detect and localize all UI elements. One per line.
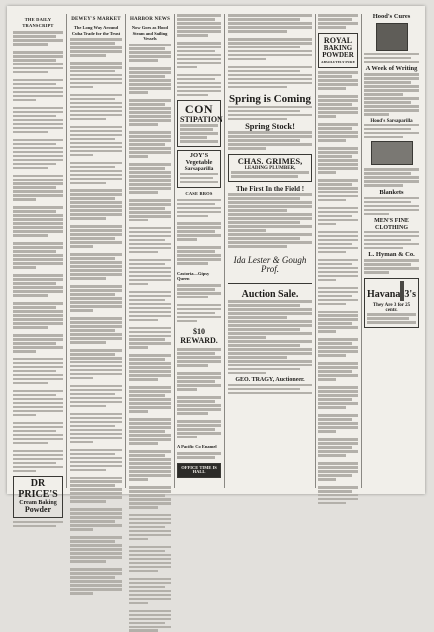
chas-grimes-ad: CHAS. GRIMES, LEADING PLUMBER, bbox=[228, 154, 312, 182]
reward-ad: $10 REWARD. bbox=[180, 327, 218, 345]
price-baking-powder-ad: DR PRICE'S Cream Baking Powder bbox=[13, 476, 63, 518]
first-in-field-headline: The First In the Field ! bbox=[235, 185, 305, 194]
column-rule bbox=[174, 14, 175, 488]
column-5 bbox=[228, 14, 312, 488]
column-3-subhead: Now Goes as Hood Steam and Sailing Vessels bbox=[131, 25, 169, 41]
column-3 bbox=[129, 14, 171, 488]
masthead: THE DAILY TRANSCRIPT bbox=[22, 17, 54, 28]
column-rule bbox=[315, 14, 316, 488]
spring-stock-headline: Spring Stock! bbox=[245, 121, 295, 132]
havana-price: They Are 3 for 25 centr. bbox=[372, 302, 411, 314]
column-2-headline: DEWEY'S MARKET bbox=[71, 17, 121, 22]
column-7 bbox=[364, 14, 419, 488]
office-time-ad: OFFICE TIME IS HALL bbox=[177, 463, 221, 478]
pacific-enamel-ad: A Pacific Co Enamel bbox=[177, 444, 217, 450]
column-rule bbox=[66, 14, 67, 488]
drugstore-name: CASE BROS bbox=[185, 190, 213, 196]
l-hyman-ad: L. Hyman & Co. bbox=[368, 251, 415, 259]
auction-sale-headline: Auction Sale. bbox=[241, 288, 299, 300]
column-rule bbox=[224, 14, 225, 488]
column-1 bbox=[13, 14, 63, 515]
cut-illustration bbox=[371, 141, 413, 165]
auctioneer-name: GEO. TRAGY, Auctioneer. bbox=[235, 377, 305, 384]
week-of-writing-headline: A Week of Writing bbox=[365, 65, 418, 73]
mens-fine-clothing-ad: MEN'S FINE CLOTHING bbox=[374, 218, 409, 231]
joys-sarsaparilla-ad: JOY'S Vegetable Sarsaparilla bbox=[177, 150, 221, 187]
spring-is-coming-headline: Spring is Coming bbox=[229, 93, 311, 106]
havana-cigar-ad: Havana 3's They Are 3 for 25 centr. bbox=[364, 278, 419, 328]
royal-baking-powder-ad: ROYAL BAKING POWDER ABSOLUTELY PURE bbox=[318, 33, 358, 69]
column-rule bbox=[361, 14, 362, 488]
portrait-image bbox=[376, 23, 408, 51]
blankets-ad: Blankets bbox=[379, 188, 404, 196]
column-6 bbox=[318, 14, 358, 488]
hoods-sarsaparilla-ad: Hood's Sarsaparilla bbox=[370, 118, 413, 124]
constipation-ad: CON STIPATION bbox=[177, 100, 221, 147]
newspaper-page bbox=[7, 6, 425, 515]
merchant-signature: Ida Lester & Gough Prof. bbox=[233, 254, 307, 275]
column-2 bbox=[70, 14, 122, 488]
column-rule bbox=[125, 14, 126, 488]
column-3-headline: HARBOR NEWS bbox=[129, 17, 171, 22]
column-4 bbox=[177, 14, 221, 488]
column-2-subhead: The Long Way Around Cuba Trade for the Trust bbox=[71, 25, 121, 36]
hoods-cures-ad: Hood's Cures bbox=[372, 13, 411, 20]
gipsy-queen-ad: Castoria—Gipsy Queen bbox=[177, 270, 210, 282]
